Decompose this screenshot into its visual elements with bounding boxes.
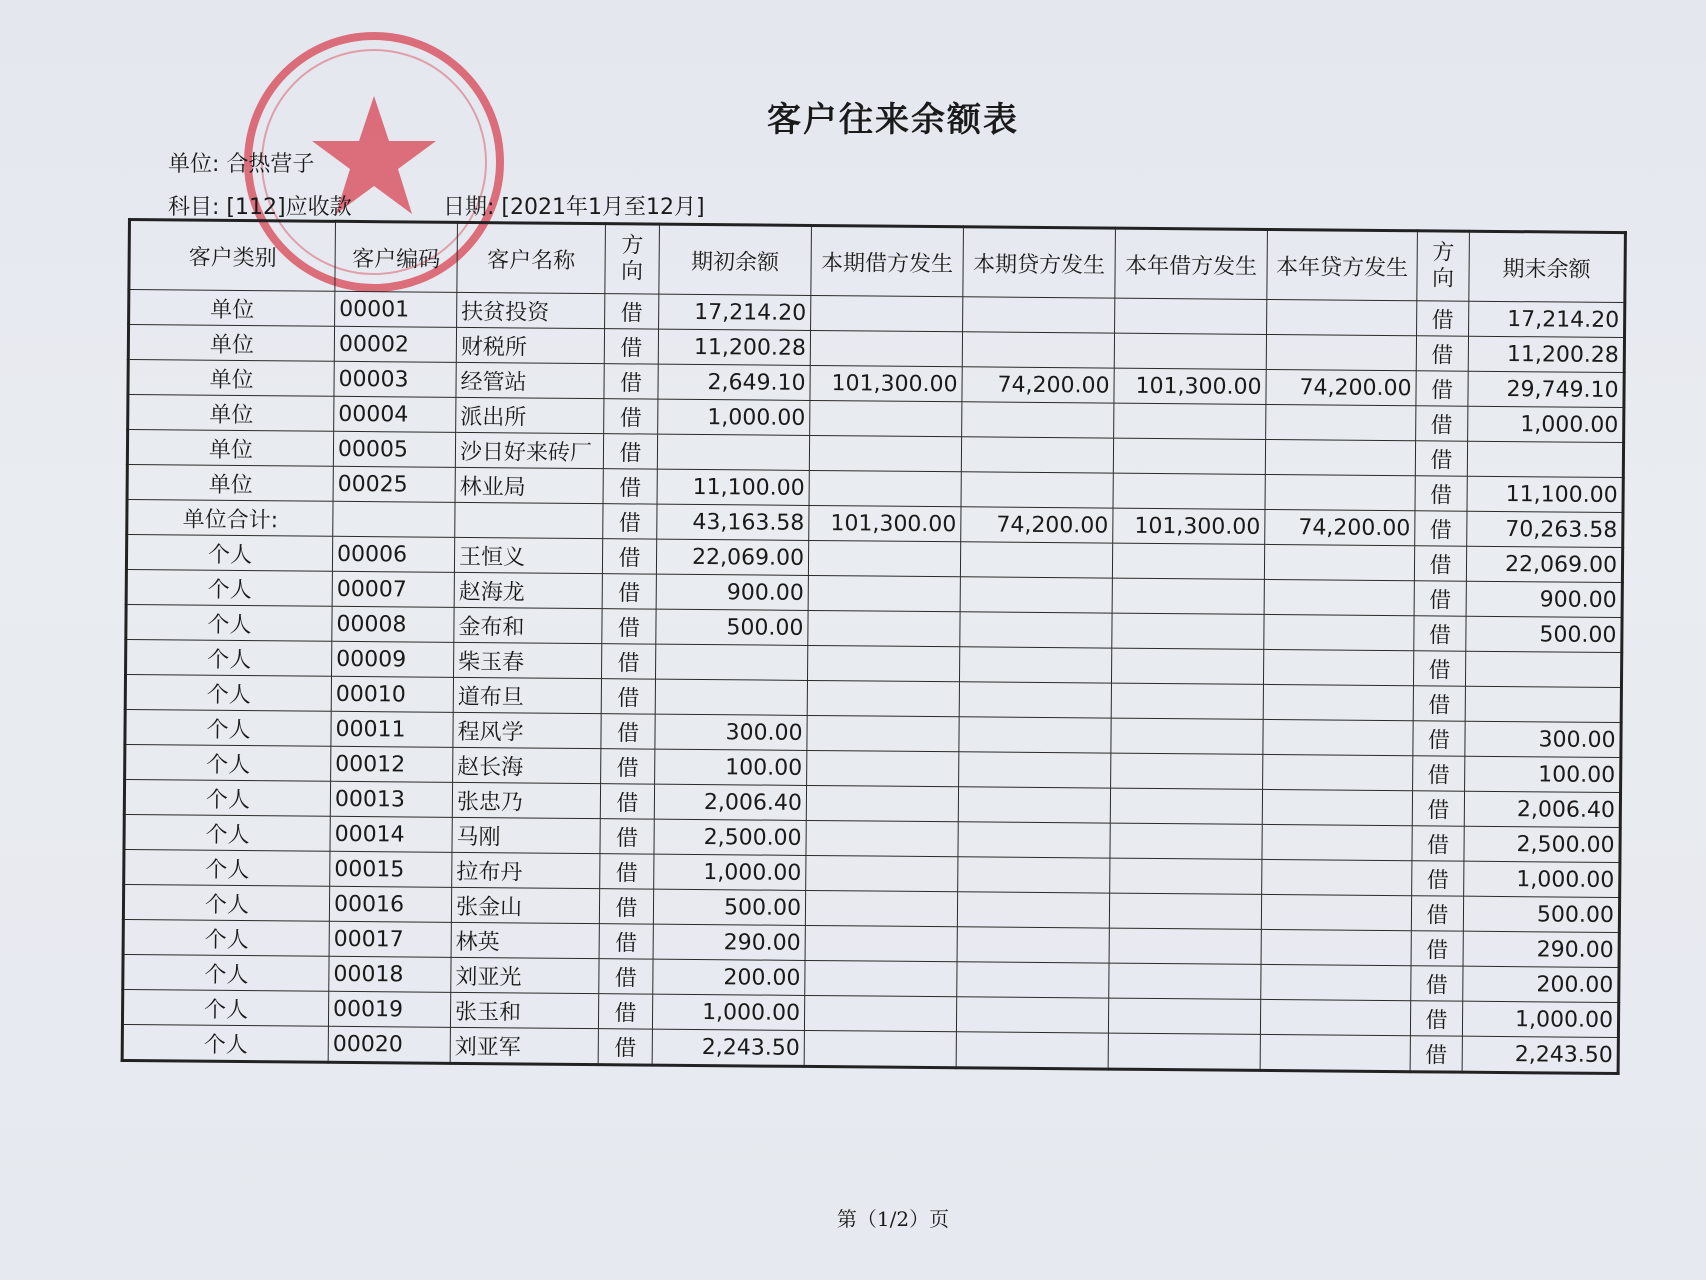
cell-closing-balance: 500.00 [1466,616,1622,652]
cell-customer-name: 派出所 [456,397,604,433]
cell-year-credit [1263,719,1413,755]
cell-opening-balance: 900.00 [656,574,808,610]
cell-direction: 借 [600,819,654,854]
cell-direction: 借 [600,854,654,889]
cell-opening-balance: 11,200.28 [658,329,810,365]
cell-period-credit [962,402,1114,438]
cell-direction: 借 [600,784,654,819]
cell-year-debit: 101,300.00 [1114,368,1266,404]
cell-direction: 借 [601,714,655,749]
cell-period-debit [807,715,959,751]
cell-opening-balance: 300.00 [655,714,807,750]
cell-customer-type: 个人 [125,709,331,746]
cell-customer-name: 林英 [451,922,599,958]
cell-customer-code: 00006 [332,536,454,572]
cell-customer-type: 个人 [122,989,328,1026]
header-period-credit: 本期贷方发生 [963,227,1116,298]
cell-period-debit: 101,300.00 [809,505,961,541]
cell-customer-code: 00016 [329,886,451,922]
cell-closing-balance: 900.00 [1466,581,1622,617]
cell-customer-type: 个人 [126,604,332,641]
cell-direction-closing: 借 [1413,686,1465,721]
cell-customer-type: 单位 [128,395,334,432]
cell-period-debit [806,785,958,821]
cell-period-debit [811,295,963,331]
cell-year-debit [1111,753,1263,789]
cell-year-debit [1109,893,1261,929]
cell-direction: 借 [605,294,659,329]
cell-closing-balance: 290.00 [1463,931,1619,967]
header-direction-text: 方向 [620,233,644,285]
cell-year-debit [1110,858,1262,894]
cell-period-debit [805,890,957,926]
cell-period-debit [807,645,959,681]
date-line [443,190,705,221]
cell-direction: 借 [598,1029,652,1065]
cell-period-debit [806,820,958,856]
cell-customer-name [455,502,603,538]
cell-customer-code: 00003 [334,361,456,397]
cell-year-credit [1264,614,1414,650]
cell-direction: 借 [604,329,658,364]
cell-direction: 借 [602,574,656,609]
cell-customer-type: 个人 [126,569,332,606]
cell-year-debit [1114,333,1266,369]
cell-customer-name: 张金山 [451,887,599,923]
cell-closing-balance: 11,200.28 [1468,336,1624,372]
cell-period-debit [808,540,960,576]
cell-year-credit [1265,474,1415,510]
cell-year-credit [1261,964,1411,1000]
cell-customer-name: 经管站 [456,362,604,398]
cell-closing-balance: 200.00 [1463,966,1619,1002]
cell-customer-type: 个人 [125,674,331,711]
cell-customer-code: 00018 [329,956,451,992]
cell-year-debit [1108,998,1260,1034]
cell-direction-closing: 借 [1414,546,1466,581]
cell-year-debit [1113,438,1265,474]
cell-period-credit [959,717,1111,753]
cell-closing-balance [1465,651,1621,687]
cell-opening-balance: 200.00 [653,959,805,995]
cell-year-credit [1267,299,1417,335]
cell-customer-type: 个人 [126,535,332,572]
cell-closing-balance: 1,000.00 [1464,861,1620,897]
cell-year-debit [1114,403,1266,439]
page-title: 客户往来余额表 [767,100,1019,140]
cell-year-debit [1109,928,1261,964]
page-number: 第（1/2）页 [836,1207,950,1231]
cell-period-credit [958,857,1110,893]
cell-year-debit [1113,473,1265,509]
cell-customer-code: 00004 [334,396,456,432]
cell-year-debit [1112,578,1264,614]
cell-direction-closing: 借 [1416,406,1468,441]
cell-customer-type: 个人 [123,954,329,991]
cell-closing-balance: 22,069.00 [1466,546,1622,582]
cell-closing-balance [1467,441,1623,477]
header-opening-balance: 期初余额 [659,224,812,295]
cell-year-debit [1111,683,1263,719]
cell-direction-closing: 借 [1411,896,1463,931]
cell-period-debit [807,680,959,716]
cell-opening-balance: 2,006.40 [654,784,806,820]
cell-direction-closing: 借 [1416,336,1468,371]
cell-direction-closing: 借 [1413,756,1465,791]
unit-label: 单位: [168,152,220,177]
cell-closing-balance: 29,749.10 [1468,371,1624,407]
header-direction-closing [1417,231,1470,301]
cell-period-debit [804,1030,956,1067]
cell-year-debit [1111,718,1263,754]
header-closing-balance: 期末余额 [1469,231,1626,302]
cell-customer-code [333,501,455,537]
cell-direction: 借 [602,539,656,574]
cell-year-credit [1264,544,1414,580]
balance-table [121,218,1627,1075]
cell-customer-code: 00013 [330,781,452,817]
cell-customer-name: 王恒义 [454,537,602,573]
cell-customer-code: 00001 [335,291,457,327]
cell-period-credit [961,437,1113,473]
cell-customer-code: 00005 [333,431,455,467]
cell-customer-name: 马刚 [452,817,600,853]
cell-direction-closing: 借 [1413,651,1465,686]
cell-direction: 借 [598,994,652,1029]
cell-customer-name: 拉布丹 [452,852,600,888]
cell-direction-closing: 借 [1414,581,1466,616]
cell-period-credit [957,892,1109,928]
cell-customer-name: 财税所 [456,327,604,363]
cell-direction-closing: 借 [1415,441,1467,476]
cell-customer-name: 赵海龙 [454,572,602,608]
cell-opening-balance [655,644,807,680]
cell-period-credit [963,297,1115,333]
cell-year-debit [1112,613,1264,649]
cell-direction-closing: 借 [1411,931,1463,966]
cell-opening-balance: 500.00 [653,889,805,925]
cell-direction: 借 [601,644,655,679]
cell-customer-code: 00007 [332,571,454,607]
cell-closing-balance: 11,100.00 [1467,476,1623,512]
cell-closing-balance: 1,000.00 [1462,1001,1618,1037]
cell-closing-balance: 2,006.40 [1464,791,1620,827]
cell-direction: 借 [599,924,653,959]
cell-year-credit [1260,1034,1410,1071]
cell-opening-balance: 500.00 [656,609,808,645]
cell-customer-type: 个人 [124,849,330,886]
cell-period-credit [957,962,1109,998]
cell-closing-balance: 1,000.00 [1468,406,1624,442]
cell-year-debit [1110,788,1262,824]
cell-customer-type: 个人 [124,814,330,851]
header-period-debit: 本期借方发生 [811,225,964,296]
cell-period-debit [810,400,962,436]
subject-line [168,190,352,221]
header-customer-name: 客户名称 [457,222,606,293]
cell-customer-code: 00014 [330,816,452,852]
cell-customer-name: 金布和 [454,607,602,643]
cell-customer-code: 00015 [330,851,452,887]
cell-customer-type: 单位 [127,430,333,467]
cell-opening-balance: 290.00 [653,924,805,960]
cell-direction: 借 [599,959,653,994]
cell-customer-name: 道布旦 [453,677,601,713]
cell-direction: 借 [604,399,658,434]
cell-opening-balance [655,679,807,715]
cell-direction-closing: 借 [1411,966,1463,1001]
cell-direction: 借 [603,469,657,504]
cell-customer-type: 单位 [128,325,334,362]
cell-period-credit [960,542,1112,578]
header-direction-closing-text: 方向 [1431,240,1455,292]
cell-period-credit [958,822,1110,858]
header-customer-code: 客户编码 [335,221,458,292]
cell-closing-balance [1465,686,1621,722]
cell-direction-closing: 借 [1412,791,1464,826]
cell-opening-balance: 1,000.00 [658,399,810,435]
cell-customer-name: 林业局 [455,467,603,503]
cell-period-credit [959,752,1111,788]
cell-customer-code: 00002 [334,326,456,362]
cell-customer-code: 00008 [332,606,454,642]
cell-closing-balance: 70,263.58 [1467,511,1623,547]
cell-customer-type: 个人 [125,744,331,781]
cell-period-debit [805,960,957,996]
subject-value: [112]应收款 [226,195,352,220]
cell-year-debit [1109,963,1261,999]
cell-customer-type: 单位 [127,465,333,502]
cell-period-credit: 74,200.00 [962,367,1114,403]
cell-direction-closing: 借 [1415,511,1467,546]
cell-customer-code: 00012 [331,746,453,782]
subject-label: 科目: [168,195,220,220]
cell-direction: 借 [603,504,657,539]
cell-customer-name: 柴玉春 [454,642,602,678]
cell-year-debit [1110,823,1262,859]
cell-period-debit [808,575,960,611]
cell-customer-type: 单位合计: [127,500,333,537]
cell-year-credit [1263,649,1413,685]
cell-year-credit [1266,334,1416,370]
cell-year-credit [1262,789,1412,825]
cell-period-credit [959,647,1111,683]
cell-customer-name: 赵长海 [453,747,601,783]
cell-year-credit [1264,579,1414,615]
cell-year-credit: 74,200.00 [1265,509,1415,545]
cell-direction-closing: 借 [1410,1036,1462,1072]
cell-period-credit [956,997,1108,1033]
cell-period-credit [957,927,1109,963]
cell-closing-balance: 500.00 [1463,896,1619,932]
cell-opening-balance [657,434,809,470]
cell-customer-code: 00009 [332,641,454,677]
cell-direction: 借 [601,749,655,784]
cell-closing-balance: 100.00 [1465,756,1621,792]
cell-closing-balance: 300.00 [1465,721,1621,757]
cell-opening-balance: 1,000.00 [652,994,804,1030]
cell-direction: 借 [599,889,653,924]
cell-customer-type: 单位 [129,290,335,327]
cell-customer-type: 个人 [123,919,329,956]
cell-year-credit [1262,859,1412,895]
cell-customer-code: 00019 [328,991,450,1027]
cell-year-credit [1263,684,1413,720]
unit-value: 合热营子 [226,152,315,177]
cell-opening-balance: 22,069.00 [656,539,808,575]
cell-opening-balance: 2,500.00 [654,819,806,855]
header-customer-type: 客户类别 [129,220,336,292]
cell-period-credit: 74,200.00 [961,507,1113,543]
cell-direction: 借 [602,609,656,644]
cell-customer-code: 00017 [329,921,451,957]
cell-period-debit [809,435,961,471]
cell-opening-balance: 11,100.00 [657,469,809,505]
cell-period-debit [807,750,959,786]
cell-direction-closing: 借 [1412,861,1464,896]
cell-customer-type: 个人 [123,884,329,921]
cell-year-credit [1266,404,1416,440]
cell-customer-type: 个人 [126,639,332,676]
cell-period-credit [958,787,1110,823]
cell-year-debit [1111,648,1263,684]
cell-period-debit [808,610,960,646]
cell-year-credit [1261,894,1411,930]
cell-customer-code: 00025 [333,466,455,502]
cell-direction: 借 [603,434,657,469]
cell-year-credit [1261,929,1411,965]
cell-year-credit [1263,754,1413,790]
cell-opening-balance: 2,649.10 [658,364,810,400]
cell-year-credit [1260,999,1410,1035]
cell-customer-name: 扶贫投资 [457,292,605,328]
cell-opening-balance: 2,243.50 [652,1029,804,1066]
cell-customer-code: 00011 [331,711,453,747]
cell-opening-balance: 1,000.00 [654,854,806,890]
cell-direction-closing: 借 [1416,371,1468,406]
cell-direction-closing: 借 [1415,476,1467,511]
date-label: 日期: [443,195,495,220]
cell-period-credit [961,472,1113,508]
cell-direction-closing: 借 [1412,826,1464,861]
cell-period-credit [962,332,1114,368]
cell-direction-closing: 借 [1413,721,1465,756]
cell-customer-name: 沙日好来砖厂 [455,432,603,468]
cell-closing-balance: 2,500.00 [1464,826,1620,862]
cell-year-credit: 74,200.00 [1266,369,1416,405]
cell-customer-name: 刘亚光 [451,957,599,993]
cell-period-credit [956,1032,1108,1069]
cell-direction: 借 [604,364,658,399]
cell-period-debit [810,330,962,366]
cell-opening-balance: 100.00 [655,749,807,785]
cell-year-debit [1115,298,1267,334]
cell-closing-balance: 17,214.20 [1469,301,1625,337]
cell-period-debit: 101,300.00 [810,365,962,401]
cell-customer-type: 个人 [122,1024,328,1062]
cell-year-debit: 101,300.00 [1113,508,1265,544]
cell-direction-closing: 借 [1417,301,1469,336]
cell-opening-balance: 43,163.58 [657,504,809,540]
unit-line [168,147,314,178]
cell-customer-name: 张忠乃 [452,782,600,818]
cell-direction-closing: 借 [1410,1001,1462,1036]
cell-direction: 借 [601,679,655,714]
header-direction [605,224,660,294]
cell-customer-name: 刘亚军 [450,1027,598,1064]
cell-year-debit [1112,543,1264,579]
cell-customer-name: 张玉和 [450,992,598,1028]
cell-customer-type: 单位 [128,360,334,397]
cell-customer-type: 个人 [124,779,330,816]
cell-customer-code: 00020 [328,1026,450,1063]
cell-year-debit [1108,1033,1260,1070]
cell-year-credit [1262,824,1412,860]
cell-year-credit [1265,439,1415,475]
header-year-credit: 本年贷方发生 [1267,229,1418,300]
cell-customer-code: 00010 [331,676,453,712]
cell-closing-balance: 2,243.50 [1462,1036,1618,1073]
table-header-row [129,220,1626,303]
cell-direction-closing: 借 [1414,616,1466,651]
cell-period-debit [804,995,956,1031]
cell-period-debit [806,855,958,891]
cell-period-credit [960,612,1112,648]
cell-period-debit [809,470,961,506]
cell-period-debit [805,925,957,961]
cell-period-credit [959,682,1111,718]
table-body [122,290,1625,1074]
date-value: [2021年1月至12月] [501,195,705,220]
cell-period-credit [960,577,1112,613]
header-year-debit: 本年借方发生 [1115,228,1268,299]
cell-opening-balance: 17,214.20 [659,294,811,330]
cell-customer-name: 程风学 [453,712,601,748]
